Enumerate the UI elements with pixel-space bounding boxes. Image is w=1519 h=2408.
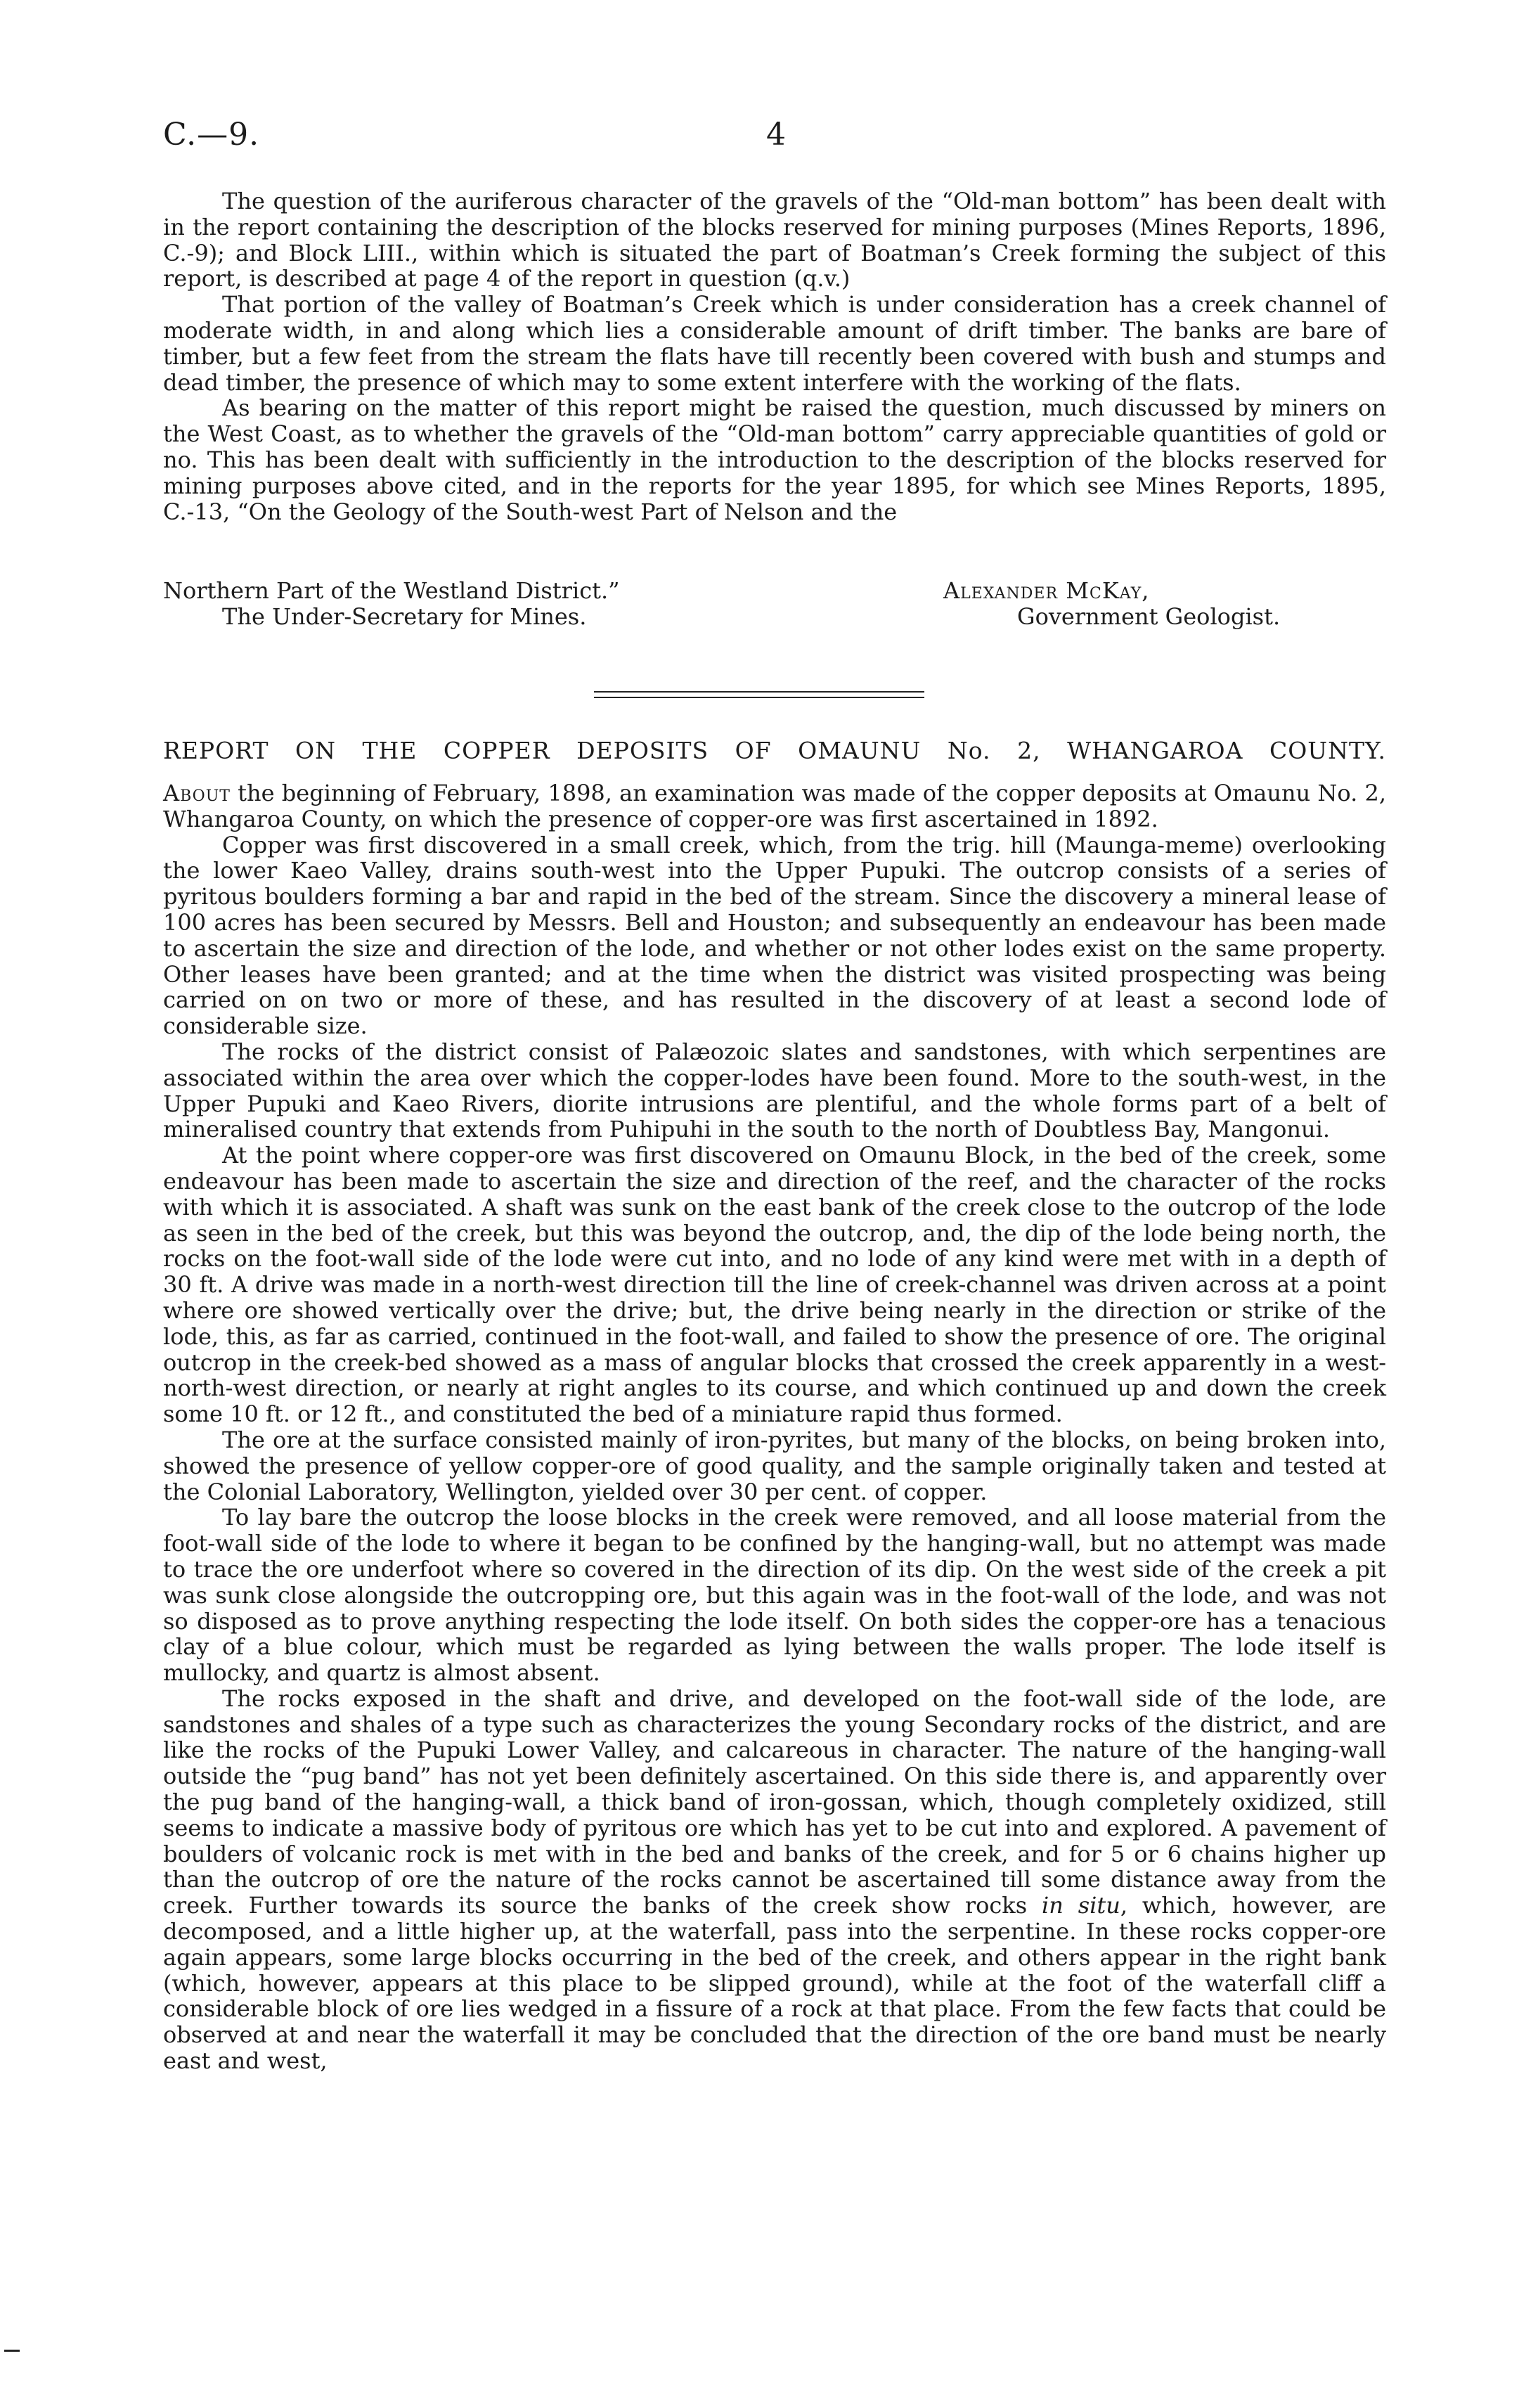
report-paragraph-3: The rocks of the district consist of Palæozoic slates and sandstones, with which serpentines are associated within the area over which the copper-lodes have been found. More to the south-west, in the Upper Pupuki and Kaeo Rivers, diorite intrusions are plentiful, and the whole forms part of a belt of mineralised country that extends from Puhipuhi in the south to the north of Doubtless Bay, Mangonui. [163,1038,1386,1143]
lead-word: About [163,780,231,806]
section-divider-top [594,691,924,693]
report-paragraph-7: The rocks exposed in the shaft and drive, and developed on the foot-wall side of the lode, are sandstones and shales of a type such as characterizes the young Secondary rocks of the district, and are like the rocks of the Pupuki Lower Valley, and calcareous in character. The nature of the hanging-wall outside the “pug band” has not yet been definitely ascertained. On this side there is, and apparently over the pug band of the hanging-wall, a thick band of iron-gossan, which, though completely oxidized, still seems to indicate a massive body of pyritous ore which has yet to be cut into and explored. A pavement of boulders of volcanic rock is met with in the bed and banks of the creek, and for 5 or 6 chains higher up than the outcrop of ore the nature of the rocks cannot be ascertained till some distance away from the creek. Further towards its source the banks of the creek show rocks in situ, which, however, are decomposed, and a little higher up, at the waterfall, pass into the serpentine. In these rocks copper-ore again appears, some large blocks occurring in the bed of the creek, and others appear in the right bank (which, however, appears at this place to be slipped ground), while at the foot of the waterfall cliff a considerable block of ore lies wedged in a fissure of a rock at that place. From the few facts that could be observed at and near the waterfall it may be concluded that the direction of the ore band must be nearly east and west, [163,1685,1387,2075]
intro-paragraph-1: The question of the auriferous character of the gravels of the “Old-man bottom” has been dealt with in the report containing the description of the blocks reserved for mining purposes (Mines Reports, 1896, C.-9); and Block LIII., within which is situated the part of Boatman’s Creek forming the subject of this report, is described at page 4 of the report in question (q.v.) [163,188,1386,292]
report-paragraph-4: At the point where copper-ore was first discovered on Omaunu Block, in the bed of the creek, some endeavour has been made to ascertain the size and direction of the reef, and the character of the rocks with which it is associated. A shaft was sunk on the east bank of the creek close to the outcrop of the lode as seen in the bed of the creek, but this was beyond the outcrop, and, the dip of the lode being north, the rocks on the foot-wall side of the lode were cut into, and no lode of any kind were met with in a depth of 30 ft. A drive was made in a north-west direction till the line of creek-channel was driven across at a point where ore showed vertically over the drive; but, the drive being nearly in the direction or strike of the lode, this, as far as carried, continued in the foot-wall, and failed to show the presence of ore. The original outcrop in the creek-bed showed as a mass of angular blocks that crossed the creek apparently in a west-north-west direction, or nearly at right angles to its course, and which continued up and down the creek some 10 ft. or 12 ft., and constituted the bed of a miniature rapid thus formed. [163,1142,1386,1428]
report-paragraph-2: Copper was first discovered in a small creek, which, from the trig. hill (Maunga-meme) overlooking the lower Kaeo Valley, drains south-west into the Upper Pupuki. The outcrop consists of a series of pyritous boulders forming a bar and rapid in the bed of the stream. Since the discovery a mineral lease of 100 acres has been secured by Messrs. Bell and Houston; and subsequently an endeavour has been made to ascertain the size and direction of the lode, and whether or not other lodes exist on the same property. Other leases have been granted; and at the time when the district was visited prospecting was being carried on on two or more of these, and has resulted in the discovery of at least a second lode of considerable size. [163,831,1386,1040]
report-paragraph-1: About the beginning of February, 1898, an examination was made of the copper deposits at Omaunu No. 2, Whangaroa County, on which the presence of copper-ore was first ascertained in 1892. [163,780,1387,832]
report-paragraph-6: To lay bare the outcrop the loose blocks in the creek were removed, and all loose material from the foot-wall side of the lode to where it began to be confined by the hanging-wall, but no attempt was made to trace the ore underfoot where so covered in the direction of its dip. On the west side of the creek a pit was sunk close alongside the outcropping ore, but this again was in the foot-wall of the lode, and was not so disposed as to prove anything respecting the lode itself. On both sides the copper-ore has a tenacious clay of a blue colour, which must be regarded as lying between the walls proper. The lode itself is mullocky, and quartz is almost absent. [163,1504,1386,1687]
report-paragraph-5: The ore at the surface consisted mainly of iron-pyrites, but many of the blocks, on being broken into, showed the presence of yellow copper-ore of good quality, and the sample originally taken and tested at the Colonial Laboratory, Wellington, yielded over 30 per cent. of copper. [163,1426,1386,1505]
section-divider-bottom [594,697,924,698]
intro-section [163,188,1386,524]
report-title: REPORT ON THE COPPER DEPOSITS OF OMAUNU No. 2, WHANGAROA COUNTY. [163,737,1386,764]
author-name: Alexander McKay, [943,577,1150,604]
latin-phrase: in situ [1042,1892,1120,1919]
page-number: 4 [766,117,786,153]
signature-block [163,578,1386,630]
document-reference: C.—9. [163,117,260,153]
intro-paragraph-2: That portion of the valley of Boatman’s Creek which is under consideration has a creek channel of moderate width, in and along which lies a considerable amount of drift timber. The banks are bare of timber, but a few feet from the stream the flats have till recently been covered with bush and stumps and dead timber, the presence of which may to some extent interfere with the working of the flats. [163,291,1386,396]
report-body [163,780,1386,2074]
intro-paragraph-3: As bearing on the matter of this report might be raised the question, much discussed by miners on the West Coast, as to whether the gravels of the “Old-man bottom” carry appreciable quantities of gold or no. This has been dealt with sufficiently in the introduction to the description of the blocks reserved for mining purposes above cited, and in the reports for the year 1895, for which see Mines Reports, 1895, C.-13, “On the Geology of the South-west Part of Nelson and the [163,394,1386,525]
addressee: The Under-Secretary for Mines. [222,603,587,630]
margin-mark [4,2350,20,2352]
author-title: Government Geologist. [1017,603,1281,630]
intro-paragraph-3-last-line: Northern Part of the Westland District.” [163,577,620,604]
